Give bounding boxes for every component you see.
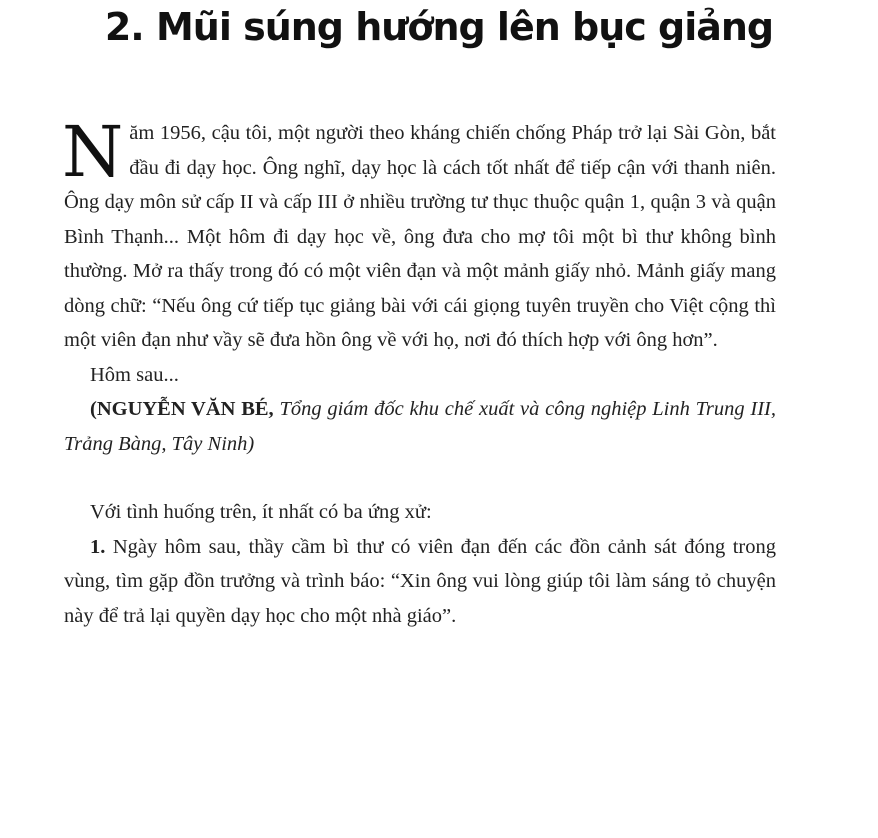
response-item-number: 1. bbox=[90, 535, 106, 558]
author-name: (NGUYỄN VĂN BÉ, bbox=[90, 398, 274, 420]
opening-text: ăm 1956, cậu tôi, một người theo kháng chiến chống Pháp trở lại Sài Gòn, bắt đầu đi dạy học. Ông nghĩ, dạy học là cách tốt nhất để tiếp cận với thanh niên. Ông dạy môn sử cấp II và cấp III ở nhiều trường tư thục thuộc quận 1, quận 3 và quận Bình Thạnh... Một hôm đi dạy học về, ông đưa cho mợ tôi một bì thư không bình thường. Mở ra thấy trong đó có một viên đạn và một mảnh giấy nhỏ. Mảnh giấy mang dòng chữ: “Nếu ông cứ tiếp tục giảng bài với cái giọng tuyên truyền cho Việt cộng thì một viên đạn như vầy sẽ đưa hồn ông về với họ, nơi đó thích hợp với ông hơn”. bbox=[64, 122, 776, 351]
responses-intro: Với tình huống trên, ít nhất có ba ứng xử: bbox=[90, 501, 432, 523]
next-day-line: Hôm sau... bbox=[90, 363, 179, 386]
chapter-heading: 2. Mũi súng hướng lên bục giảng bbox=[104, 5, 774, 49]
response-item-1 bbox=[64, 530, 776, 634]
paragraph-gap bbox=[64, 461, 776, 495]
author-credit bbox=[64, 392, 776, 461]
story-block bbox=[62, 111, 776, 633]
opening-paragraph bbox=[62, 111, 776, 358]
author-title: Tổng giám đốc khu chế xuất và công nghiệp Linh Trung III, Trảng Bàng, Tây Ninh) bbox=[64, 398, 776, 455]
drop-cap-letter: N bbox=[62, 111, 124, 193]
response-item-text: Ngày hôm sau, thầy cầm bì thư có viên đạn đến các đồn cảnh sát đóng trong vùng, tìm gặp đồn trưởng và trình báo: “Xin ông vui lòng giúp tôi làm sáng tỏ chuyện này để trả lại quyền dạy học cho một nhà giáo”. bbox=[64, 535, 776, 627]
